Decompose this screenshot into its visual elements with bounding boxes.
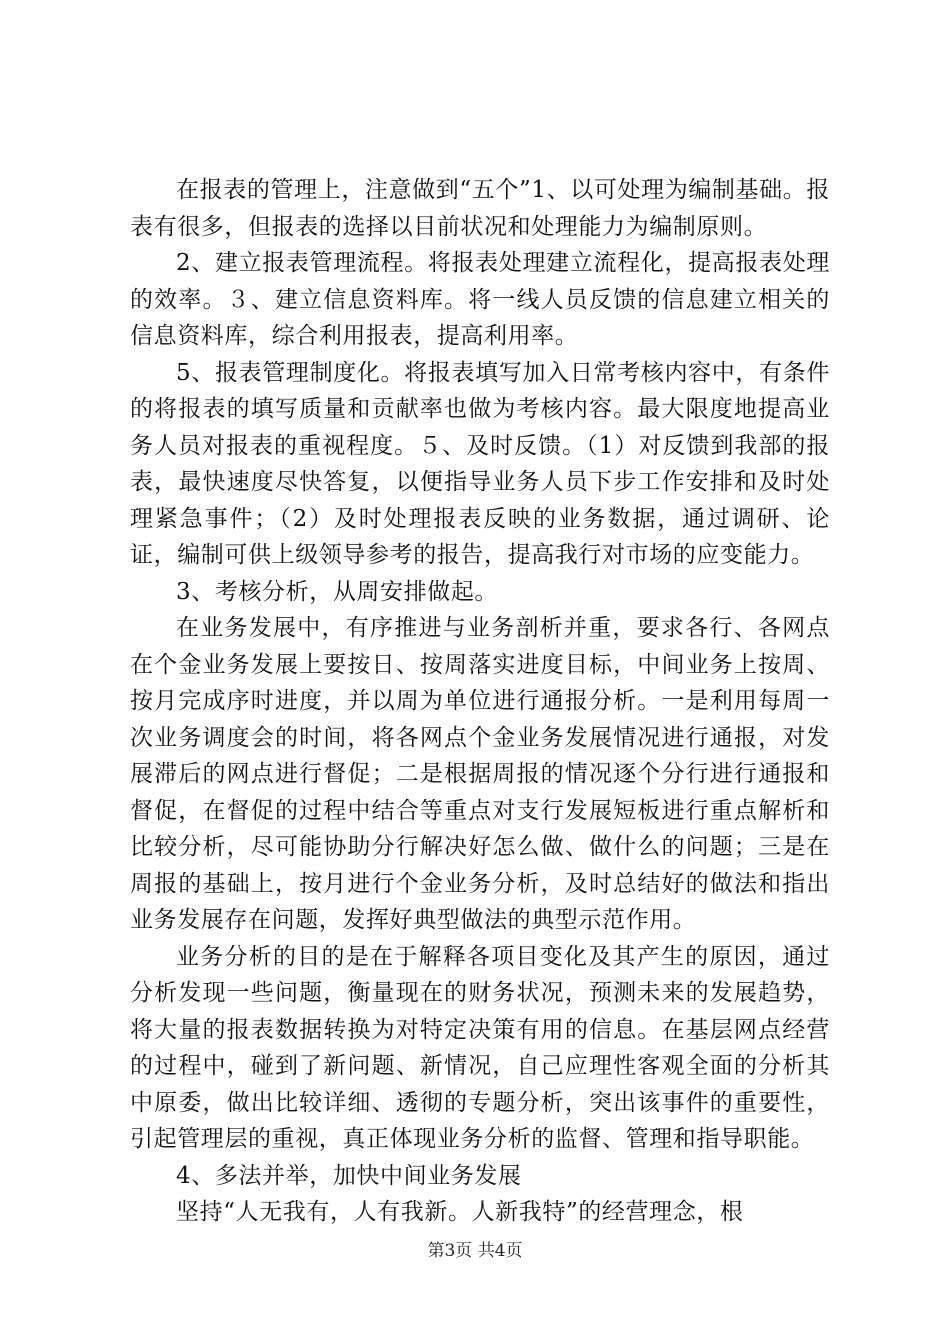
paragraph: 坚持“人无我有，人有我新。人新我特”的经营理念，根 [176,1199,744,1225]
page-number-label: 第3页 共4页 [427,1241,523,1261]
paragraph: 在报表的管理上，注意做到“五个”1、以可处理为编制基础。报表有很多，但报表的选择以目前状况和处理能力为编制原则。 [130,177,830,240]
document-body [130,172,830,1231]
paragraph: 5、报表管理制度化。将报表填写加入日常考核内容中，有条件的将报表的填写质量和贡献率也做为考核内容。最大限度地提高业务人员对报表的重视程度。５、及时反馈。（1）对反馈到我部的报表，最快速度尽快答复，以便指导业务人员下步工作安排和及时处理紧急事件；（2）及时处理报表反映的业务数据，通过调研、论证，编制可供上级领导参考的报告，提高我行对市场的应变能力。 [130,359,830,568]
paragraph: 在业务发展中，有序推进与业务剖析并重，要求各行、各网点在个金业务发展上要按日、按周落实进度目标，中间业务上按周、按月完成序时进度，并以周为单位进行通报分析。一是利用每周一次业务调度会的时间，将各网点个金业务发展情况进行通报，对发展滞后的网点进行督促；二是根据周报的情况逐个分行进行通报和督促，在督促的过程中结合等重点对支行发展短板进行重点解析和比较分析，尽可能协助分行解决好怎么做、做什么的问题；三是在周报的基础上，按月进行个金业务分析，及时总结好的做法和指出业务发展存在问题，发挥好典型做法的典型示范作用。 [130,615,830,933]
paragraph: 4、多法并举，加快中间业务发展 [176,1162,522,1189]
page-footer [0,1240,950,1262]
paragraph: 业务分析的目的是在于解释各项目变化及其产生的原因，通过分析发现一些问题，衡量现在的财务状况，预测未来的发展趋势，将大量的报表数据转换为对特定决策有用的信息。在基层网点经营的过程中，碰到了新问题、新情况，自己应理性客观全面的分析其中原委，做出比较详细、透彻的专题分析，突出该事件的重要性，引起管理层的重视，真正体现业务分析的监督、管理和指导职能。 [130,943,830,1152]
paragraph: 3、考核分析，从周安排做起。 [176,578,499,605]
paragraph: 2、建立报表管理流程。将报表处理建立流程化，提高报表处理的效率。３、建立信息资料库。将一线人员反馈的信息建立相关的信息资料库，综合利用报表，提高利用率。 [130,250,830,349]
